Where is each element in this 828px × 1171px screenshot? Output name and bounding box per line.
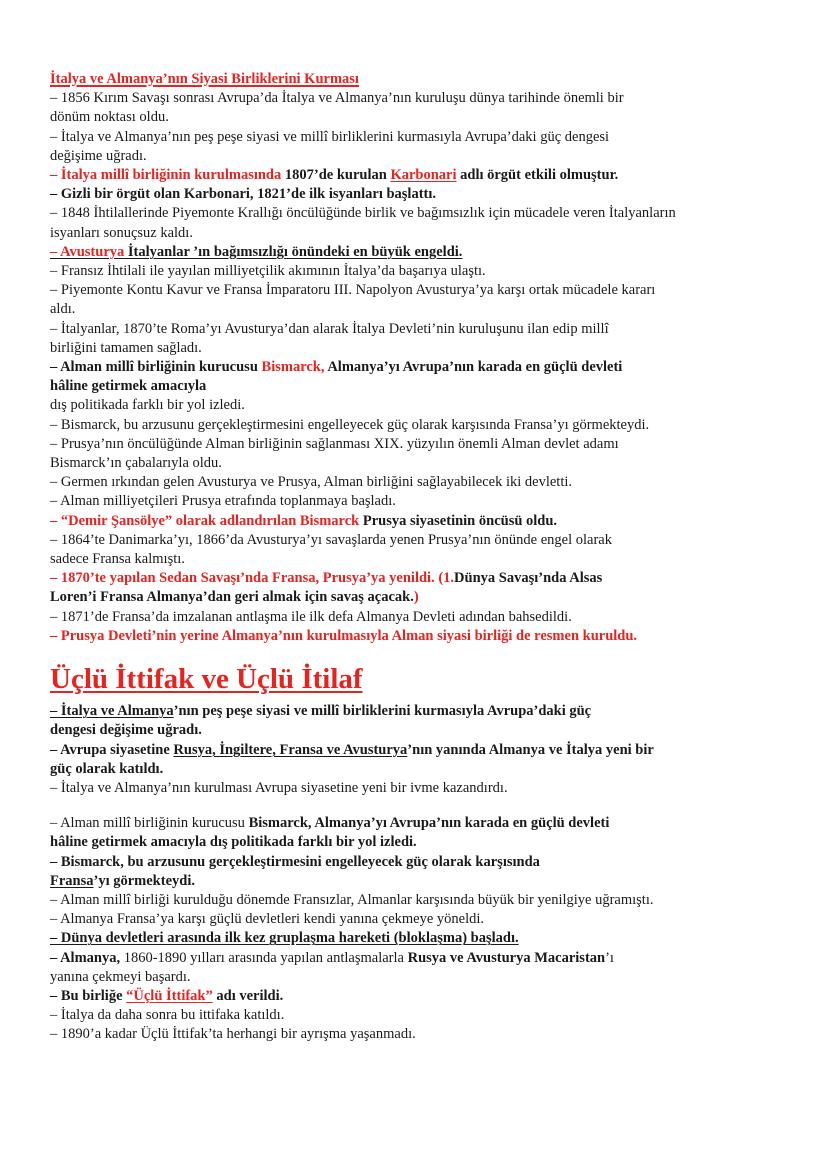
- paragraph-line: [50, 358, 780, 377]
- paragraph-line: yanına çekmeyi başardı.: [50, 968, 191, 985]
- document-page: [50, 70, 780, 1045]
- paragraph-text: Prusya siyasetinin öncüsü oldu.: [359, 512, 558, 529]
- paragraph-line: [50, 741, 780, 760]
- paragraph-text: adlı örgüt etkili olmuştur.: [456, 167, 619, 184]
- paragraph-line: değişime uğradı.: [50, 147, 147, 164]
- paragraph-line: – Alman millî birliği kurulduğu dönemde Fransızlar, Almanlar karşısında büyük bir yenilgiye uğramıştı.: [50, 891, 654, 908]
- paragraph-line: – Alman milliyetçileri Prusya etrafında toplanmaya başladı.: [50, 493, 396, 510]
- paragraph-line: – Bismarck, bu arzusunu gerçekleştirmesini engelleyecek güç olarak karşısında: [50, 853, 540, 870]
- paragraph-line: – İtalyanlar, 1870’te Roma’yı Avusturya’dan alarak İtalya Devleti’nin kuruluşunu ilan edip millî: [50, 320, 609, 337]
- paragraph-line: [50, 569, 780, 588]
- section1-title: İtalya ve Almanya’nın Siyasi Birliklerini Kurması: [50, 71, 359, 87]
- paragraph-line: [50, 512, 780, 531]
- section2-title: Üçlü İttifak ve Üçlü İtilaf: [50, 663, 363, 696]
- highlight-text: – İtalya millî birliğinin kurulmasında: [50, 167, 282, 184]
- paragraph-line: [50, 987, 780, 1006]
- paragraph-line: – Piyemonte Kontu Kavur ve Fransa İmparatoru III. Napolyon Avusturya’ya karşı ortak mücadele kararı: [50, 282, 656, 299]
- paragraph-line: [50, 872, 780, 891]
- bold-text: Rusya ve Avusturya Macaristan: [407, 949, 606, 966]
- paragraph-text: Dünya Savaşı’nda Alsas: [454, 570, 603, 587]
- paragraph-line: dengesi değişime uğradı.: [50, 722, 202, 739]
- paragraph-line: [50, 166, 780, 185]
- paragraph-line: aldı.: [50, 301, 76, 318]
- highlight-text: – Avusturya: [50, 243, 125, 260]
- paragraph-line: [50, 949, 780, 968]
- underlined-text: Fransa: [50, 872, 94, 889]
- highlight-text: “Üçlü İttifak”: [126, 987, 213, 1004]
- paragraph-line: – 1856 Kırım Savaşı sonrası Avrupa’da İtalya ve Almanya’nın kuruluşu dünya tarihinde önemli bir: [50, 90, 624, 107]
- paragraph-line: – Bismarck, bu arzusunu gerçekleştirmesini engelleyecek güç olarak karşısında Fransa’yı görmekteydi.: [50, 416, 650, 433]
- paragraph-text: 1860-1890 yılları arasında yapılan antlaşmalarla: [120, 949, 408, 966]
- paragraph-line: – İtalya ve Almanya’nın kurulması Avrupa siyasetine yeni bir ivme kazandırdı.: [50, 779, 508, 796]
- paragraph-line: güç olarak katıldı.: [50, 760, 164, 777]
- paragraph-line: dönüm noktası oldu.: [50, 109, 169, 126]
- paragraph-line: – Prusya Devleti’nin yerine Almanya’nın kurulmasıyla Alman siyasi birliği de resmen kuruldu.: [50, 627, 638, 644]
- highlight-text: – “Demir Şansölye” olarak adlandırılan Bismarck: [50, 512, 360, 529]
- paragraph-line: hâline getirmek amacıyla: [50, 378, 207, 395]
- underlined-text: – İtalya ve Almanya: [50, 703, 174, 720]
- paragraph-line: – Fransız İhtilali ile yayılan milliyetçilik akımının İtalya’da başarıya ulaştı.: [50, 263, 486, 280]
- paragraph-line: – İtalya ve Almanya’nın peş peşe siyasi ve millî birliklerini kurmasıyla Avrupa’daki güç dengesi: [50, 128, 610, 145]
- paragraph-text: adı verildi.: [212, 987, 284, 1004]
- highlight-text: ): [413, 589, 419, 606]
- paragraph-line: – Almanya Fransa’ya karşı güçlü devletleri kendi yanına çekmeye yöneldi.: [50, 911, 485, 928]
- paragraph-text: İtalyanlar ’ın bağımsızlığı önündeki en büyük engeldi.: [124, 243, 463, 260]
- paragraph-text: ’ı: [605, 949, 614, 966]
- paragraph-line: [50, 243, 780, 262]
- paragraph-line: – Germen ırkından gelen Avusturya ve Prusya, Alman birliğini sağlayabilecek iki devletti.: [50, 474, 573, 491]
- highlight-text: Bismarck,: [261, 359, 325, 376]
- paragraph-line: – 1890’a kadar Üçlü İttifak’ta herhangi bir ayrışma yaşanmadı.: [50, 1026, 416, 1043]
- paragraph-line: – İtalya da daha sonra bu ittifaka katıldı.: [50, 1007, 285, 1024]
- karbonari-link[interactable]: Karbonari: [390, 167, 457, 184]
- paragraph-line: sadece Fransa kalmıştı.: [50, 551, 185, 568]
- spacer: [50, 798, 780, 814]
- paragraph-line: birliğini tamamen sağladı.: [50, 339, 202, 356]
- bold-text: Bismarck, Almanya’yı Avrupa’nın karada en güçlü devleti: [248, 815, 610, 832]
- paragraph-text: ’nın peş peşe siyasi ve millî birliklerini kurmasıyla Avrupa’daki güç: [173, 703, 592, 720]
- paragraph-text: – Alman millî birliğinin kurucusu: [50, 359, 262, 376]
- paragraph-line: Bismarck’ın çabalarıyla oldu.: [50, 455, 222, 472]
- paragraph-line: – 1848 İhtilallerinde Piyemonte Krallığı öncülüğünde birlik ve bağımsızlık için mücadele veren İtalyanların: [50, 205, 676, 222]
- paragraph-text: 1807’de kurulan: [281, 167, 391, 184]
- paragraph-line: [50, 814, 780, 833]
- paragraph-line: – 1871’de Fransa’da imzalanan antlaşma ile ilk defa Almanya Devleti adından bahsedildi.: [50, 608, 572, 625]
- paragraph-line: – Prusya’nın öncülüğünde Alman birliğinin sağlanması XIX. yüzyılın önemli Alman devlet adamı: [50, 435, 619, 452]
- paragraph-text: – Bu birliğe: [50, 987, 127, 1004]
- paragraph-line: dış politikada farklı bir yol izledi.: [50, 397, 245, 414]
- paragraph-line: [50, 588, 780, 607]
- highlight-text: – 1870’te yapılan Sedan Savaşı’nda Fransa, Prusya’ya yenildi. (1.: [50, 570, 455, 587]
- paragraph-line: isyanları sonuçsuz kaldı.: [50, 224, 193, 241]
- paragraph-line: [50, 702, 780, 721]
- paragraph-text: – Avrupa siyasetine: [50, 741, 174, 758]
- paragraph-line: – Dünya devletleri arasında ilk kez gruplaşma hareketi (bloklaşma) başladı.: [50, 930, 519, 947]
- underlined-text: Rusya, İngiltere, Fransa ve Avusturya: [173, 741, 408, 758]
- bold-text: – Almanya,: [50, 949, 121, 966]
- paragraph-line: hâline getirmek amacıyla dış politikada farklı bir yol izledi.: [50, 834, 417, 851]
- paragraph-text: Loren’i Fransa Almanya’dan geri almak için savaş açacak.: [50, 589, 414, 606]
- paragraph-line: – 1864’te Danimarka’yı, 1866’da Avusturya’yı savaşlarda yenen Prusya’nın önünde engel olarak: [50, 531, 612, 548]
- paragraph-text: ’yı görmekteydi.: [93, 872, 195, 889]
- paragraph-text: ’nın yanında Almanya ve İtalya yeni bir: [407, 741, 654, 758]
- paragraph-line: – Gizli bir örgüt olan Karbonari, 1821’de ilk isyanları başlattı.: [50, 186, 437, 203]
- paragraph-text: Almanya’yı Avrupa’nın karada en güçlü devleti: [324, 359, 623, 376]
- paragraph-text: – Alman millî birliğinin kurucusu: [50, 815, 249, 832]
